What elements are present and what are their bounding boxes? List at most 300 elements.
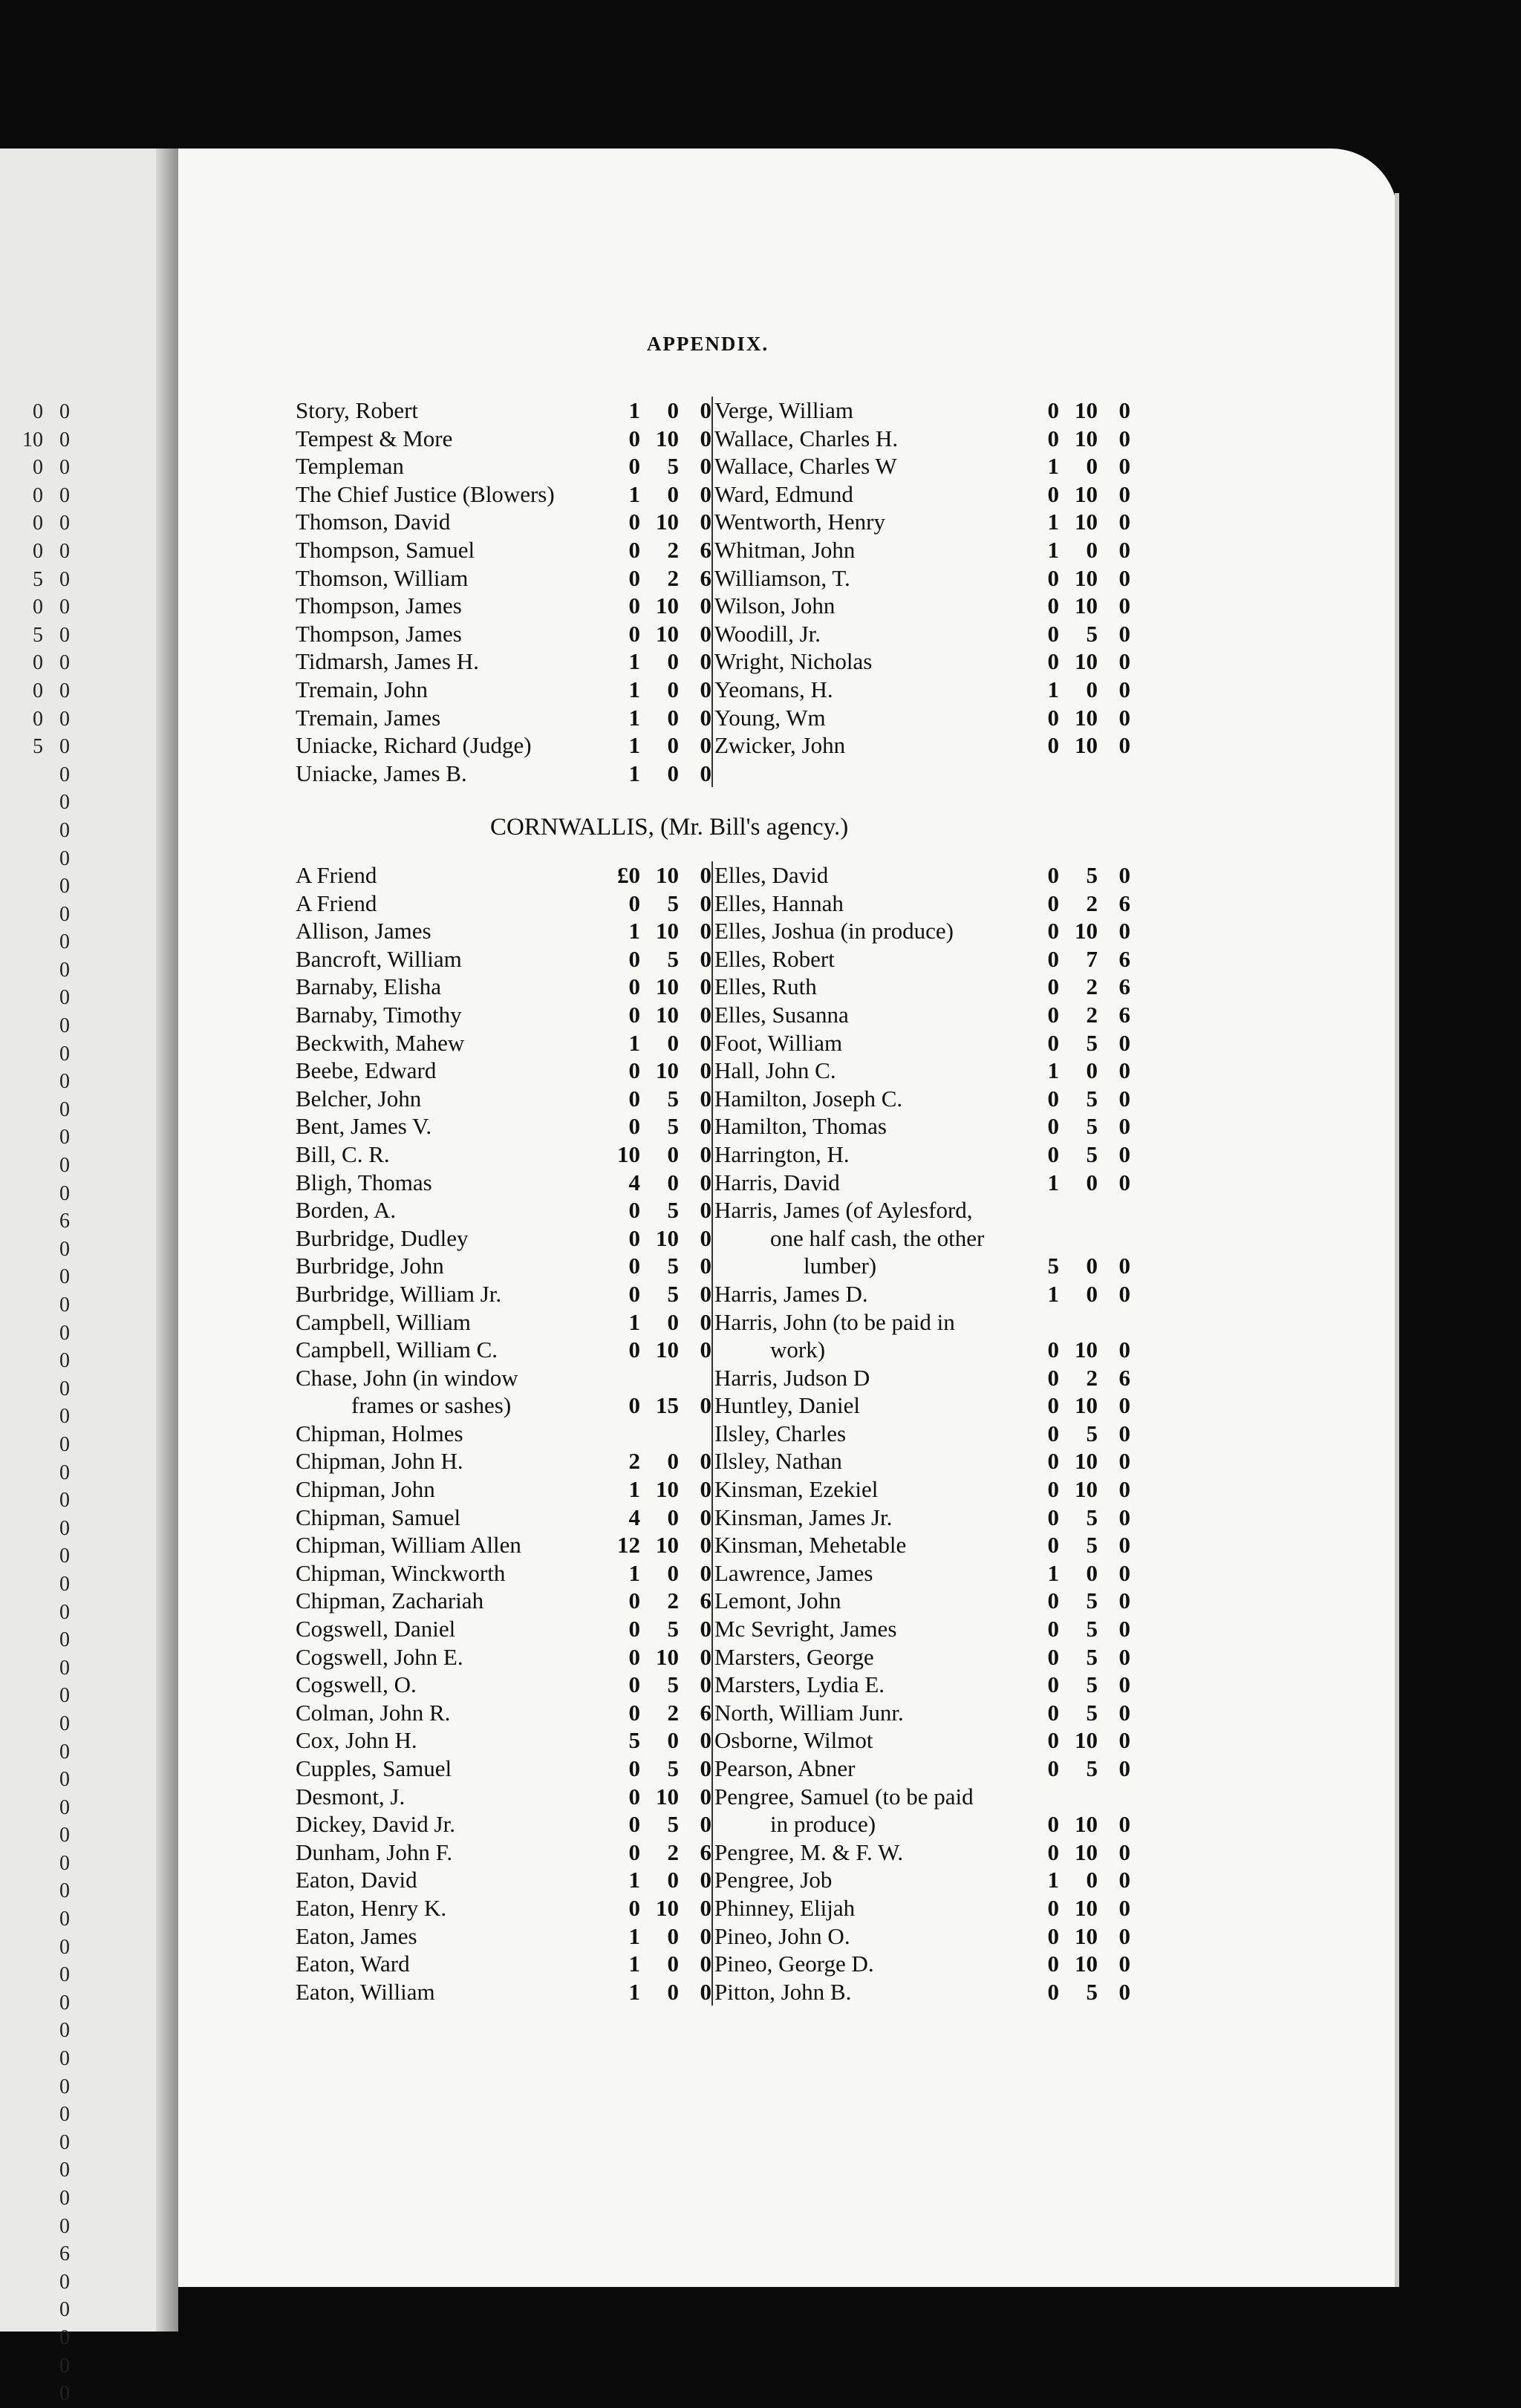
facing-page-digit [0,1096,48,1124]
facing-page-amount-row [0,649,89,677]
amount [1019,704,1130,732]
subscriber-name [296,1475,600,1504]
facing-page-amount-row [0,2240,89,2268]
pence: 0 [700,704,711,731]
pence: 0 [700,862,711,888]
list-item [296,1308,711,1337]
subscriber-name [296,890,600,918]
amount [600,1783,711,1811]
list-item [714,890,1130,918]
facing-page-digit: 0 [59,539,70,563]
list-item [714,480,1130,509]
facing-page-digit: 0 [59,1181,70,1205]
amount [600,1280,711,1308]
shillings: 5 [1086,1532,1098,1559]
facing-page-digit: 0 [59,1712,70,1735]
shillings: 0 [667,1504,679,1530]
pence: 0 [1118,1169,1130,1195]
facing-page-digit [0,1738,48,1766]
pounds: 0 [628,1001,640,1028]
subscriber-name-line: Eaton, Ward [296,1951,410,1977]
list-item [296,397,711,425]
amount [1019,1280,1130,1308]
subscriber-name [296,917,600,945]
subscriber-name [296,564,600,593]
subscriber-name-line: Whitman, John [714,536,856,563]
pounds: 0 [628,973,640,1000]
facing-page-digit: 0 [59,1070,70,1094]
pence: 0 [700,1141,711,1167]
facing-page-amount-row [0,1515,89,1543]
amount [600,1894,711,1922]
facing-page-digit [0,1989,48,2017]
list-item [296,1559,711,1588]
shillings: 0 [667,480,679,507]
pounds: 10 [617,1141,640,1167]
shillings: 5 [667,1811,679,1838]
pounds: 0 [628,1699,640,1726]
shillings: 10 [1075,1894,1098,1921]
list-item [714,1391,1130,1420]
pounds: 0 [1047,397,1059,423]
pence: 0 [1118,1448,1130,1475]
subscriber-name [296,1141,600,1169]
amount [1019,1029,1130,1057]
pence: 0 [1118,1867,1130,1893]
subscriber-name [296,1336,600,1364]
subscriber-name [714,1978,1019,2006]
facing-page-digit: 10 [22,428,43,451]
facing-page-digit: 0 [59,1461,70,1484]
subscriber-name [296,592,600,620]
amount [600,1504,711,1532]
amount [1019,890,1130,918]
list-item [714,1280,1130,1308]
subscriber-name-line: North, William Junr. [714,1699,904,1726]
shillings: 15 [656,1392,679,1419]
facing-page-amount-row [0,705,89,734]
shillings: 5 [1086,620,1098,647]
pounds: 1 [628,1922,640,1949]
shillings: 0 [1086,1253,1098,1279]
subscriber-name [714,1057,1019,1085]
amount [600,1169,711,1197]
facing-page-digit: 0 [59,1935,70,1959]
shillings: 5 [1086,1643,1098,1670]
subscriber-name [296,1894,600,1922]
pounds: 1 [1047,1057,1059,1084]
subscriber-name-line: Elles, Susanna [714,1001,849,1028]
subscriber-name-line: Lemont, John [714,1588,841,1614]
shillings: 5 [667,945,679,972]
pounds: 0 [1047,1922,1059,1949]
list-item [714,397,1130,425]
list-item [714,536,1130,564]
subscriber-name [714,1726,1019,1755]
subscriber-name-line: Young, Wm [714,704,826,731]
subscriber-name [714,1420,1019,1448]
facing-page-digit: 0 [59,1656,70,1680]
subscriber-name-line: Desmont, J. [296,1783,406,1810]
pence: 0 [700,648,711,675]
pounds: 0 [1047,1838,1059,1865]
facing-page-digit: 0 [59,1879,70,1903]
shillings: 0 [667,1448,679,1475]
pence: 6 [1118,973,1130,1000]
facing-page-digit: 0 [59,2047,70,2071]
facing-page-amount-row [0,398,89,426]
facing-page-digit [0,1403,48,1431]
facing-page-digit: 0 [59,623,70,647]
amount [1019,397,1130,425]
pounds: 0 [1047,1337,1059,1363]
list-item [296,1866,711,1894]
list-item [296,647,711,676]
pence: 6 [1118,890,1130,916]
subscriber-name-line: Bill, C. R. [296,1141,390,1167]
pence: 0 [1118,1504,1130,1530]
pounds: 0 [1047,1001,1059,1028]
pounds: 1 [628,648,640,675]
pounds: 0 [628,1197,640,1224]
facing-page-amount-row [0,2017,89,2045]
subscriber-name [714,647,1019,676]
facing-page-amount-row [0,1821,89,1850]
pence: 0 [1118,1699,1130,1726]
facing-page-digit: 0 [59,1489,70,1513]
subscriber-name-line: Burbridge, William Jr. [296,1280,502,1307]
pounds: 1 [628,1559,640,1586]
subscriber-name [714,1559,1019,1588]
list-item [714,1894,1130,1922]
list-item [296,1085,711,1113]
amount [1019,1252,1130,1280]
subscriber-name [714,1196,1019,1280]
subscriber-name-line: Barnaby, Timothy [296,1001,462,1028]
pence: 0 [1118,862,1130,888]
list-item [714,425,1130,453]
pounds: 5 [1047,1253,1059,1279]
shillings: 10 [1075,564,1098,591]
list-item [714,1447,1130,1475]
facing-page-digit: 0 [59,1293,70,1316]
shillings: 2 [1086,1364,1098,1391]
pounds: 1 [628,397,640,423]
amount [600,1643,711,1671]
facing-page-digit [0,2240,48,2268]
pence: 0 [700,480,711,507]
facing-page-digit: 0 [59,1768,70,1792]
facing-page-digit: 0 [59,1154,70,1178]
facing-page-digit: 0 [59,1572,70,1596]
pounds: 0 [1047,862,1059,888]
shillings: 5 [1086,1420,1098,1446]
facing-page-amount-row [0,2156,89,2185]
subscriber-name [714,890,1019,918]
shillings: 5 [1086,1113,1098,1140]
facing-page-digit [0,2296,48,2324]
list-item [296,1615,711,1643]
amount [600,760,711,788]
amount [600,1559,711,1588]
shillings: 10 [1075,1811,1098,1838]
shillings: 5 [1086,1588,1098,1614]
facing-page-digit: 0 [59,1991,70,2014]
facing-page-digit [0,1319,48,1348]
shillings: 10 [656,1337,679,1363]
subscriber-name [296,620,600,648]
pounds: 0 [1047,1113,1059,1140]
list-item [714,564,1130,593]
shillings: 10 [656,918,679,944]
facing-page-digit: 0 [59,400,70,423]
pounds: 0 [628,1671,640,1698]
pence: 0 [1118,918,1130,944]
pence: 0 [700,1532,711,1559]
subscriber-name [296,1169,600,1197]
shillings: 10 [1075,648,1098,675]
pence: 0 [1118,1420,1130,1446]
list-item [714,1978,1130,2006]
facing-page-digit: 0 [59,483,70,507]
pence: 0 [700,1029,711,1056]
subscriber-name-line: Mc Sevright, James [714,1616,897,1642]
list-item [296,917,711,945]
subscriber-name-line: Ilsley, Charles [714,1420,847,1446]
shillings: 10 [656,862,679,888]
facing-page-digit: 0 [59,2326,70,2349]
subscriber-name-line: Uniacke, Richard (Judge) [296,732,532,759]
subscriber-name [296,1308,600,1337]
facing-page-amount-row [0,928,89,956]
subscriber-name [296,1950,600,1978]
facing-page-digit: 0 [59,1321,70,1345]
facing-page-digit: 0 [59,1908,70,1931]
facing-page-amount-row [0,1375,89,1403]
amount [1019,1391,1130,1420]
subscriber-name-line: Cogswell, O. [296,1671,417,1698]
facing-page-digit: 0 [59,456,70,480]
facing-page-digit: 0 [59,1544,70,1568]
pence: 0 [700,1727,711,1754]
shillings: 10 [1075,593,1098,619]
subscriber-name [296,425,600,453]
subscriber-name-line: Tremain, John [296,676,428,702]
amount [1019,1922,1130,1951]
facing-page-digit: 0 [59,1237,70,1261]
amount [1019,945,1130,973]
subscriber-name-continuation: frames or sashes) [351,1392,512,1419]
pounds: 0 [1047,480,1059,507]
shillings: 5 [667,1197,679,1224]
list-item [714,1726,1130,1755]
pounds: 0 [1047,1894,1059,1921]
pence: 0 [1118,1085,1130,1112]
subscriber-name [714,1364,1019,1392]
amount [600,1447,711,1475]
shillings: 10 [1075,480,1098,507]
facing-page-digit: 0 [33,651,43,675]
shillings: 0 [667,1141,679,1167]
subscriber-name [296,861,600,890]
facing-page-digit [0,984,48,1012]
shillings: 5 [1086,1671,1098,1698]
list-item [296,1671,711,1699]
amount [1019,1141,1130,1169]
subscriber-name [714,1447,1019,1475]
facing-page-digit [0,1626,48,1654]
list-item [296,731,711,760]
subscriber-name [714,1643,1019,1671]
pounds: 0 [1047,704,1059,731]
subscriber-name [714,1504,1019,1532]
subscriber-name [296,397,600,425]
pence: 0 [700,1671,711,1698]
pounds: 0 [628,1057,640,1084]
facing-page-amount-row [0,1989,89,2017]
pounds: 0 [628,1113,640,1140]
pence: 0 [700,509,711,535]
pounds: 0 [1047,1085,1059,1112]
pounds: 0 [628,1337,640,1363]
shillings: 2 [1086,1001,1098,1028]
facing-page-amount-row [0,1123,89,1152]
pounds: 1 [628,1308,640,1335]
pence: 0 [700,620,711,647]
shillings: 5 [1086,1141,1098,1167]
shillings: 5 [667,1253,679,1279]
subscriber-name-line: Eaton, James [296,1922,417,1949]
pounds: 0 [1047,1951,1059,1977]
facing-page-digit [0,2045,48,2073]
facing-page-amount-row [0,1877,89,1905]
pounds: 0 [628,1811,640,1838]
pence: 0 [700,1197,711,1224]
facing-page-amount-row [0,817,89,845]
list-item [714,731,1130,760]
facing-page-digit [0,1012,48,1040]
facing-page-digit: 0 [59,791,70,815]
subscriber-name [296,1531,600,1559]
pence: 0 [1118,1643,1130,1670]
subscriber-name-line: Pitton, John B. [714,1978,852,2005]
shillings: 5 [1086,1029,1098,1056]
shillings: 10 [656,1783,679,1810]
facing-page-amount-row [0,2045,89,2073]
pounds: 0 [628,1253,640,1279]
subscriber-name-line: Osborne, Wilmot [714,1727,873,1754]
shillings: 5 [667,1113,679,1140]
facing-page-amount-row [0,426,89,454]
facing-page-amount-row [0,1794,89,1822]
list-item [296,1169,711,1197]
pence: 0 [1118,1532,1130,1559]
pounds: 0 [1047,648,1059,675]
subscriber-name [296,647,600,676]
subscriber-name-line: Eaton, Henry K. [296,1894,447,1921]
list-item [296,620,711,648]
facing-page-amount-row [0,1961,89,1989]
subscriber-name [296,1252,600,1280]
subscriber-name-line: Pineo, George D. [714,1951,874,1977]
facing-page-digit [0,1570,48,1599]
pence: 6 [1118,1364,1130,1391]
facing-page-amount-row [0,1319,89,1348]
amount [1019,1336,1130,1364]
facing-page-amount-row [0,1682,89,1710]
facing-page-digit: 0 [59,2382,70,2406]
amount [600,1336,711,1364]
list-item [714,1950,1130,1978]
pence: 0 [700,1337,711,1363]
facing-page-digit: 0 [59,930,70,954]
amount [600,452,711,480]
subscriber-name [296,508,600,536]
facing-page-digit [0,817,48,845]
list-item [714,1587,1130,1615]
subscriber-name [296,1810,600,1838]
subscriber-name-line: Elles, Hannah [714,890,844,916]
facing-page-digit: 0 [33,483,43,507]
subscriber-name-line: Elles, Ruth [714,973,817,1000]
pence: 0 [700,1280,711,1307]
amount [1019,480,1130,509]
list-item [296,1950,711,1978]
shillings: 5 [667,1280,679,1307]
pence: 0 [1118,1476,1130,1503]
facing-page-digit: 0 [33,539,43,563]
pounds: 1 [628,1476,640,1503]
pounds: 0 [628,1894,640,1921]
list-item [296,1141,711,1169]
subscriber-name [714,1112,1019,1141]
list-item [714,1169,1130,1197]
amount [600,1085,711,1113]
subscriber-name [714,1391,1019,1420]
subscriber-name-line: Elles, Joshua (in produce) [714,918,954,944]
shillings: 0 [667,1867,679,1893]
shillings: 0 [667,704,679,731]
subscriber-name-line: Belcher, John [296,1085,422,1112]
subscriber-name-line: Harris, Judson D [714,1364,870,1391]
subscriber-name [296,1838,600,1867]
facing-page-digit: 0 [59,1851,70,1875]
amount [1019,1001,1130,1029]
shillings: 10 [1075,1448,1098,1475]
subscriber-name-line: The Chief Justice (Blowers) [296,480,555,507]
amount [1019,917,1130,945]
pounds: 0 [1047,1420,1059,1446]
list-item [296,1894,711,1922]
subscriber-name-line: Chipman, John H. [296,1448,463,1475]
facing-page-digit [0,1599,48,1627]
pounds: 1 [628,918,640,944]
subscriber-name [714,1866,1019,1894]
shillings: 0 [667,397,679,423]
subscriber-name-line: Hall, John C. [714,1057,836,1084]
list-item [714,1141,1130,1169]
list-item [714,647,1130,676]
list-item [296,1755,711,1783]
pounds: 0 [1047,1727,1059,1754]
facing-page-digit [0,1710,48,1738]
amount [600,917,711,945]
pounds: 2 [628,1448,640,1475]
amount [1019,564,1130,593]
subscriber-name-line: Campbell, William [296,1308,471,1335]
pence: 0 [700,1169,711,1195]
facing-page-amount-row [0,2101,89,2129]
